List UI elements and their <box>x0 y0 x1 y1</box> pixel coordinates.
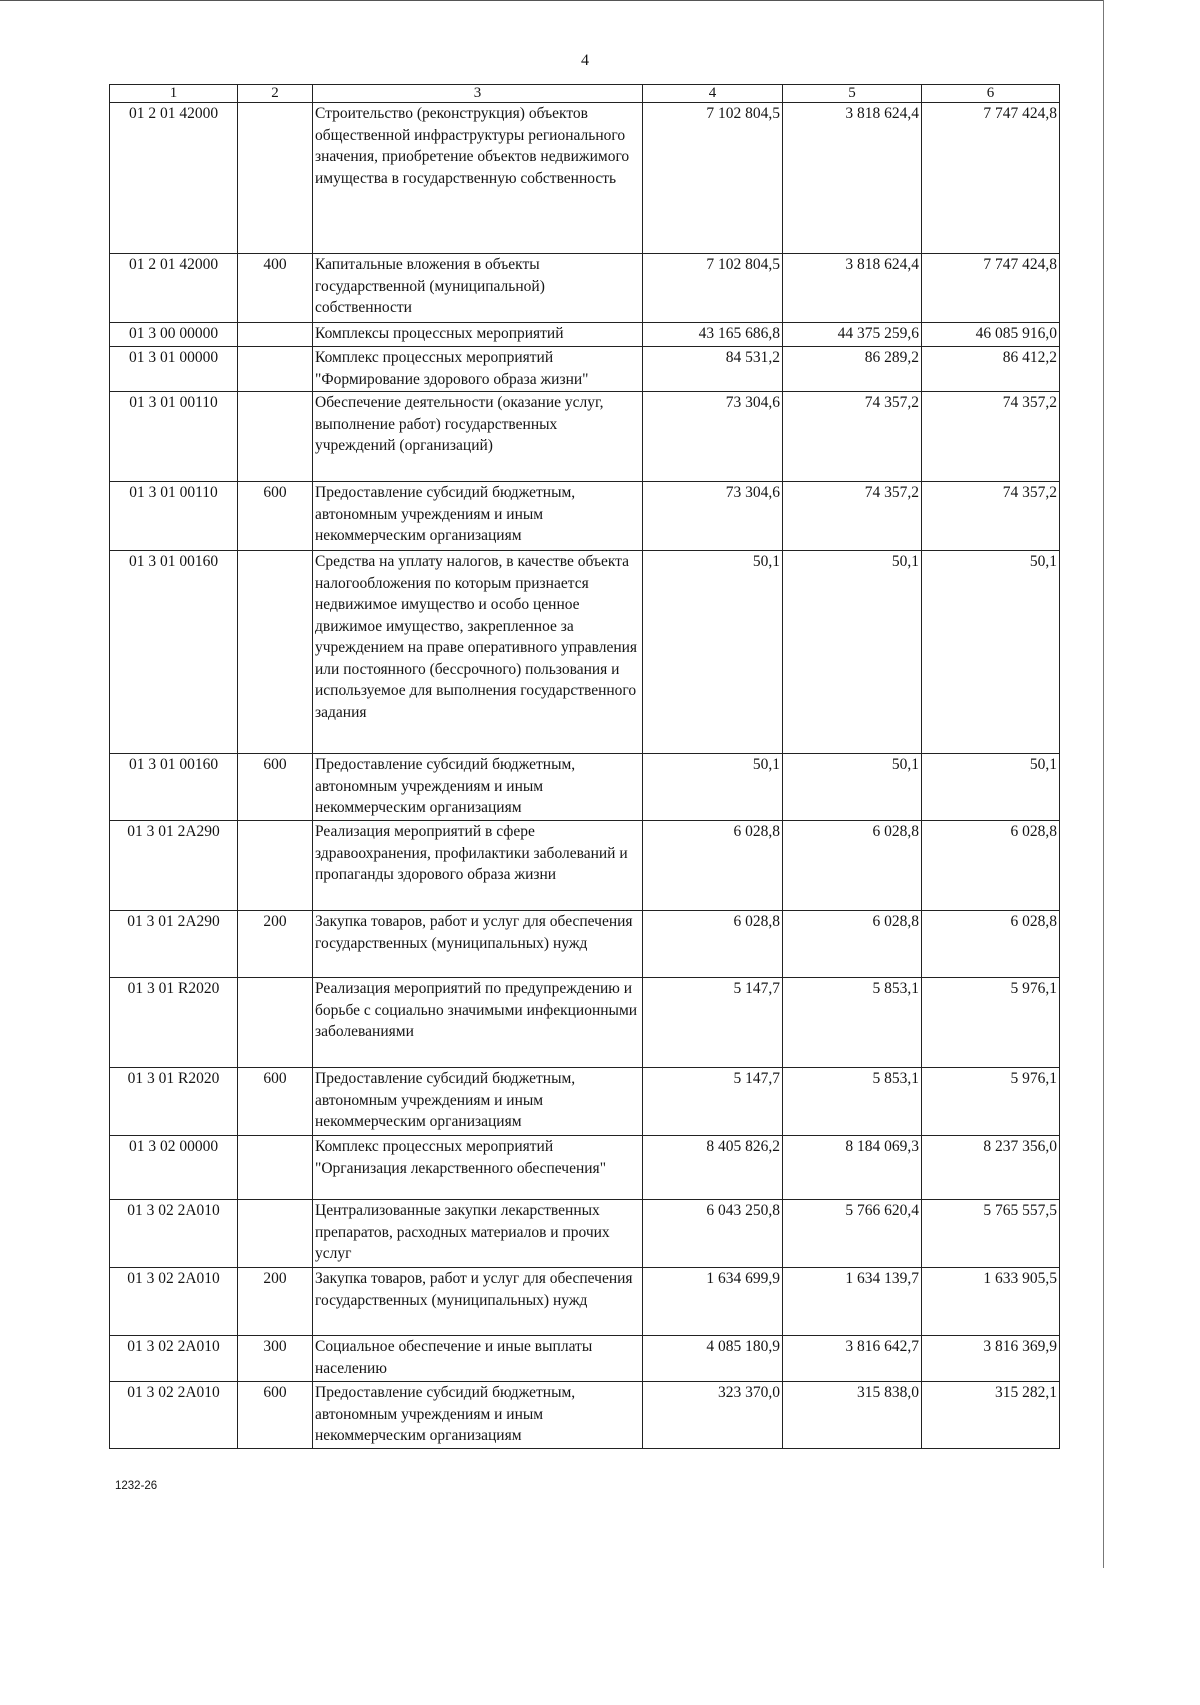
expense-type-cell: 600 <box>238 1382 313 1449</box>
expense-type-cell <box>238 1200 313 1268</box>
expense-type-cell <box>238 392 313 482</box>
name-cell: Средства на уплату налогов, в качестве объекта налогообложения по которым признается недвижимое имущество и особо ценное движимое имущество, закрепленное за учреждением на праве оперативного управления или постоянного (бессрочного) пользования и используемое для выполнения государственного задания <box>313 551 643 754</box>
header-row <box>110 85 1060 103</box>
amount-year3-cell: 6 028,8 <box>922 821 1060 911</box>
amount-year1-cell: 8 405 826,2 <box>643 1136 783 1200</box>
amount-year3-cell: 74 357,2 <box>922 482 1060 551</box>
amount-year1-cell: 7 102 804,5 <box>643 103 783 254</box>
expense-type-cell: 300 <box>238 1336 313 1382</box>
code-cell: 01 3 01 R2020 <box>110 1068 238 1136</box>
amount-year2-cell: 5 766 620,4 <box>783 1200 922 1268</box>
amount-year2-cell: 1 634 139,7 <box>783 1268 922 1336</box>
amount-year1-cell: 4 085 180,9 <box>643 1336 783 1382</box>
table-row <box>110 754 1060 821</box>
code-cell: 01 3 01 00000 <box>110 347 238 392</box>
amount-year2-cell: 3 818 624,4 <box>783 103 922 254</box>
expense-type-cell <box>238 821 313 911</box>
amount-year3-cell: 74 357,2 <box>922 392 1060 482</box>
table-row <box>110 323 1060 347</box>
code-cell: 01 3 01 00110 <box>110 482 238 551</box>
name-cell: Строительство (реконструкция) объектов общественной инфраструктуры регионального значения, приобретение объектов недвижимого имущества в государственную собственность <box>313 103 643 254</box>
amount-year3-cell: 1 633 905,5 <box>922 1268 1060 1336</box>
amount-year3-cell: 50,1 <box>922 551 1060 754</box>
amount-year2-cell: 3 816 642,7 <box>783 1336 922 1382</box>
name-cell: Обеспечение деятельности (оказание услуг, выполнение работ) государственных учреждений (организаций) <box>313 392 643 482</box>
header-cell: 6 <box>922 85 1060 103</box>
amount-year3-cell: 5 765 557,5 <box>922 1200 1060 1268</box>
amount-year1-cell: 43 165 686,8 <box>643 323 783 347</box>
name-cell: Предоставление субсидий бюджетным, автономным учреждениям и иным некоммерческим организациям <box>313 754 643 821</box>
amount-year3-cell: 7 747 424,8 <box>922 254 1060 323</box>
code-cell: 01 3 01 2A290 <box>110 821 238 911</box>
expense-type-cell <box>238 347 313 392</box>
code-cell: 01 2 01 42000 <box>110 103 238 254</box>
amount-year1-cell: 7 102 804,5 <box>643 254 783 323</box>
name-cell: Закупка товаров, работ и услуг для обеспечения государственных (муниципальных) нужд <box>313 1268 643 1336</box>
amount-year2-cell: 6 028,8 <box>783 821 922 911</box>
amount-year3-cell: 50,1 <box>922 754 1060 821</box>
amount-year1-cell: 73 304,6 <box>643 482 783 551</box>
name-cell: Реализация мероприятий по предупреждению и борьбе с социально значимыми инфекционными заболеваниями <box>313 978 643 1068</box>
code-cell: 01 3 01 00160 <box>110 754 238 821</box>
table-row <box>110 1200 1060 1268</box>
page-number: 4 <box>581 52 589 69</box>
amount-year3-cell: 6 028,8 <box>922 911 1060 978</box>
amount-year3-cell: 86 412,2 <box>922 347 1060 392</box>
expense-type-cell <box>238 323 313 347</box>
name-cell: Комплекс процессных мероприятий "Организация лекарственного обеспечения" <box>313 1136 643 1200</box>
amount-year1-cell: 6 043 250,8 <box>643 1200 783 1268</box>
table-row <box>110 254 1060 323</box>
amount-year2-cell: 50,1 <box>783 754 922 821</box>
code-cell: 01 3 00 00000 <box>110 323 238 347</box>
amount-year2-cell: 74 357,2 <box>783 392 922 482</box>
name-cell: Предоставление субсидий бюджетным, автономным учреждениям и иным некоммерческим организациям <box>313 482 643 551</box>
code-cell: 01 3 02 00000 <box>110 1136 238 1200</box>
name-cell: Централизованные закупки лекарственных препаратов, расходных материалов и прочих услуг <box>313 1200 643 1268</box>
amount-year3-cell: 5 976,1 <box>922 1068 1060 1136</box>
amount-year3-cell: 8 237 356,0 <box>922 1136 1060 1200</box>
table-row <box>110 911 1060 978</box>
code-cell: 01 3 02 2A010 <box>110 1382 238 1449</box>
document-code: 1232-26 <box>115 1480 158 1492</box>
code-cell: 01 3 02 2A010 <box>110 1336 238 1382</box>
code-cell: 01 3 02 2A010 <box>110 1268 238 1336</box>
name-cell: Предоставление субсидий бюджетным, автономным учреждениям и иным некоммерческим организациям <box>313 1068 643 1136</box>
expense-type-cell: 200 <box>238 1268 313 1336</box>
scan-top-edge <box>0 0 1104 1</box>
table-row <box>110 1268 1060 1336</box>
amount-year2-cell: 8 184 069,3 <box>783 1136 922 1200</box>
table-row <box>110 1068 1060 1136</box>
amount-year1-cell: 50,1 <box>643 551 783 754</box>
table-row <box>110 1336 1060 1382</box>
name-cell: Предоставление субсидий бюджетным, автономным учреждениям и иным некоммерческим организациям <box>313 1382 643 1449</box>
amount-year3-cell: 3 816 369,9 <box>922 1336 1060 1382</box>
amount-year3-cell: 46 085 916,0 <box>922 323 1060 347</box>
expense-type-cell <box>238 1136 313 1200</box>
amount-year2-cell: 86 289,2 <box>783 347 922 392</box>
amount-year3-cell: 7 747 424,8 <box>922 103 1060 254</box>
amount-year2-cell: 5 853,1 <box>783 1068 922 1136</box>
code-cell: 01 3 01 00110 <box>110 392 238 482</box>
code-cell: 01 2 01 42000 <box>110 254 238 323</box>
table-row <box>110 347 1060 392</box>
table-row <box>110 1136 1060 1200</box>
amount-year2-cell: 74 357,2 <box>783 482 922 551</box>
expense-type-cell: 200 <box>238 911 313 978</box>
table-row <box>110 482 1060 551</box>
expense-type-cell: 600 <box>238 1068 313 1136</box>
code-cell: 01 3 01 2A290 <box>110 911 238 978</box>
amount-year2-cell: 3 818 624,4 <box>783 254 922 323</box>
name-cell: Реализация мероприятий в сфере здравоохранения, профилактики заболеваний и пропаганды здорового образа жизни <box>313 821 643 911</box>
header-cell: 2 <box>238 85 313 103</box>
table-row <box>110 978 1060 1068</box>
expense-type-cell <box>238 978 313 1068</box>
amount-year1-cell: 1 634 699,9 <box>643 1268 783 1336</box>
code-cell: 01 3 01 R2020 <box>110 978 238 1068</box>
table-row <box>110 103 1060 254</box>
name-cell: Комплексы процессных мероприятий <box>313 323 643 347</box>
name-cell: Капитальные вложения в объекты государственной (муниципальной) собственности <box>313 254 643 323</box>
expense-type-cell: 600 <box>238 482 313 551</box>
code-cell: 01 3 01 00160 <box>110 551 238 754</box>
amount-year1-cell: 323 370,0 <box>643 1382 783 1449</box>
header-cell: 4 <box>643 85 783 103</box>
amount-year1-cell: 50,1 <box>643 754 783 821</box>
header-cell: 1 <box>110 85 238 103</box>
table-row <box>110 551 1060 754</box>
amount-year3-cell: 315 282,1 <box>922 1382 1060 1449</box>
amount-year1-cell: 6 028,8 <box>643 821 783 911</box>
amount-year1-cell: 73 304,6 <box>643 392 783 482</box>
name-cell: Комплекс процессных мероприятий "Формирование здорового образа жизни" <box>313 347 643 392</box>
expense-type-cell: 600 <box>238 754 313 821</box>
code-cell: 01 3 02 2A010 <box>110 1200 238 1268</box>
table-row <box>110 821 1060 911</box>
expense-type-cell <box>238 551 313 754</box>
amount-year1-cell: 84 531,2 <box>643 347 783 392</box>
name-cell: Социальное обеспечение и иные выплаты населению <box>313 1336 643 1382</box>
amount-year2-cell: 50,1 <box>783 551 922 754</box>
amount-year1-cell: 5 147,7 <box>643 1068 783 1136</box>
header-cell: 5 <box>783 85 922 103</box>
budget-table <box>109 84 1060 1449</box>
amount-year2-cell: 5 853,1 <box>783 978 922 1068</box>
expense-type-cell: 400 <box>238 254 313 323</box>
scan-right-edge <box>1103 0 1104 1568</box>
amount-year3-cell: 5 976,1 <box>922 978 1060 1068</box>
amount-year2-cell: 6 028,8 <box>783 911 922 978</box>
table-row <box>110 392 1060 482</box>
amount-year2-cell: 315 838,0 <box>783 1382 922 1449</box>
expense-type-cell <box>238 103 313 254</box>
table-row <box>110 1382 1060 1449</box>
name-cell: Закупка товаров, работ и услуг для обеспечения государственных (муниципальных) нужд <box>313 911 643 978</box>
header-cell: 3 <box>313 85 643 103</box>
amount-year2-cell: 44 375 259,6 <box>783 323 922 347</box>
amount-year1-cell: 5 147,7 <box>643 978 783 1068</box>
amount-year1-cell: 6 028,8 <box>643 911 783 978</box>
